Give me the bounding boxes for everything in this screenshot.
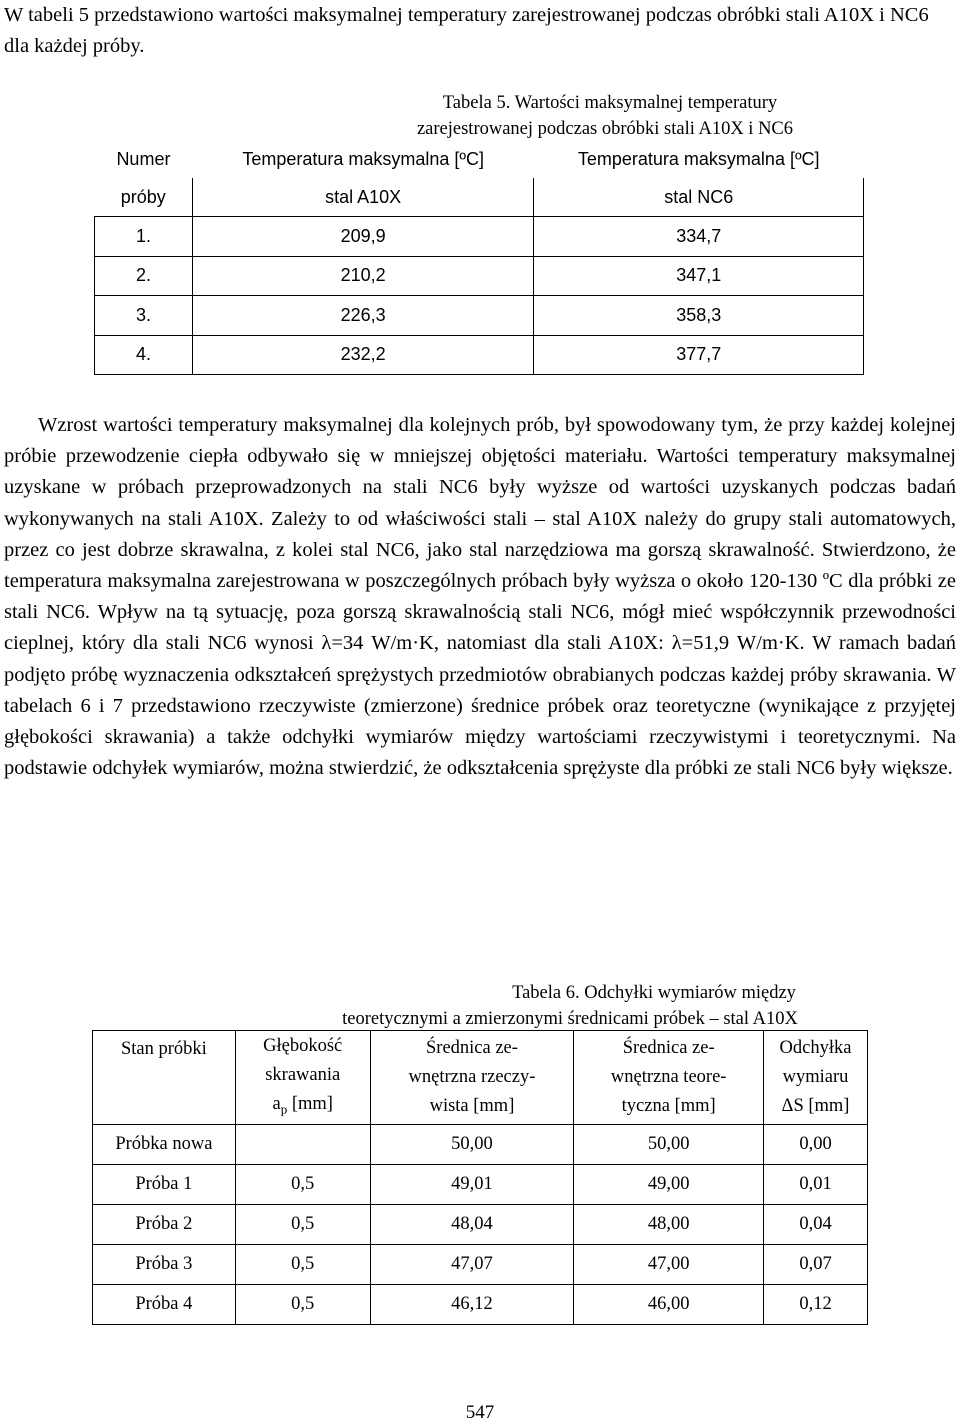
table6-cell-state: Próba 4 bbox=[93, 1285, 236, 1325]
table6-cell-real: 49,01 bbox=[370, 1165, 574, 1205]
table6-cell-real: 47,07 bbox=[370, 1245, 574, 1285]
table5-header-nc6-l2: stal NC6 bbox=[534, 178, 864, 217]
table5-header-row2 bbox=[95, 178, 864, 217]
table6-cell-depth: 0,5 bbox=[235, 1205, 370, 1245]
table6-caption-line1: Tabela 6. Odchyłki wymiarów między bbox=[512, 983, 796, 1003]
table6-header-depth-sub: p bbox=[280, 1101, 288, 1117]
body-text bbox=[4, 410, 956, 784]
table6-cell-state: Próba 3 bbox=[93, 1245, 236, 1285]
table6-cell-theor: 46,00 bbox=[574, 1285, 764, 1325]
table6-cell-state: Próba 2 bbox=[93, 1205, 236, 1245]
table6-cell-theor: 50,00 bbox=[574, 1125, 764, 1165]
table6-cell-depth: 0,5 bbox=[235, 1165, 370, 1205]
table5-header-num: Numer bbox=[116, 148, 171, 169]
table6-cell-real: 50,00 bbox=[370, 1125, 574, 1165]
intro-paragraph: W tabeli 5 przedstawiono wartości maksymalnej temperatury zarejestrowanej podczas obróbki stali A10X i NC6 dla każdej próby. bbox=[4, 4, 929, 57]
table6-header-theor-l3: tyczna [mm] bbox=[621, 1096, 716, 1116]
table5-cell-nc6: 377,7 bbox=[534, 335, 864, 375]
table-row bbox=[93, 1125, 868, 1165]
table-row bbox=[93, 1165, 868, 1205]
table-row bbox=[95, 217, 864, 257]
table6-header-theor bbox=[574, 1031, 764, 1125]
table6-header-row bbox=[93, 1031, 868, 1125]
table6-header-real-l2: wnętrzna rzeczy- bbox=[408, 1067, 536, 1087]
table6-cell-depth: 0,5 bbox=[235, 1245, 370, 1285]
table6-cell-real: 48,04 bbox=[370, 1205, 574, 1245]
table5-cell-num: 3. bbox=[95, 296, 193, 336]
table5-cell-a10x: 209,9 bbox=[192, 217, 534, 257]
table6 bbox=[92, 1030, 868, 1325]
table6-caption-line2: teoretycznymi a zmierzonymi średnicami próbek – stal A10X bbox=[342, 1009, 798, 1029]
table6-cell-theor: 47,00 bbox=[574, 1245, 764, 1285]
table6-header-theor-l1: Średnica ze- bbox=[622, 1038, 715, 1058]
table6-cell-dev: 0,01 bbox=[764, 1165, 868, 1205]
table6-header-theor-l2: wnętrzna teore- bbox=[610, 1067, 727, 1087]
table6-header-dev bbox=[764, 1031, 868, 1125]
table6-cell-state: Próba 1 bbox=[93, 1165, 236, 1205]
table5-cell-num: 1. bbox=[95, 217, 193, 257]
table5-cell-nc6: 334,7 bbox=[534, 217, 864, 257]
table6-header-real-l1: Średnica ze- bbox=[426, 1038, 518, 1058]
table-row bbox=[95, 296, 864, 336]
table-row bbox=[95, 256, 864, 296]
table5-cell-num: 2. bbox=[95, 256, 193, 296]
table6-header-real-l3: wista [mm] bbox=[429, 1096, 515, 1116]
table5-caption-line2: zarejestrowanej podczas obróbki stali A10X i NC6 bbox=[416, 119, 794, 139]
table5-cell-nc6: 347,1 bbox=[534, 256, 864, 296]
table6-header-depth bbox=[235, 1031, 370, 1125]
table-row bbox=[93, 1285, 868, 1325]
table6-header-dev-l3: ΔS [mm] bbox=[781, 1096, 850, 1116]
table6-header-state: Stan próbki bbox=[93, 1031, 236, 1125]
table6-header-depth-l3b: [mm] bbox=[287, 1093, 333, 1114]
table6-cell-real: 46,12 bbox=[370, 1285, 574, 1325]
table-row bbox=[93, 1245, 868, 1285]
table5-header-a10x-l2: stal A10X bbox=[192, 178, 534, 217]
table5-header-nc6: Temperatura maksymalna [ºC] bbox=[577, 148, 820, 169]
table5-header-row1 bbox=[95, 140, 864, 178]
table6-cell-dev: 0,07 bbox=[764, 1245, 868, 1285]
table6-header-dev-l2: wymiaru bbox=[782, 1067, 849, 1087]
table5-cell-a10x: 210,2 bbox=[192, 256, 534, 296]
table5-header-num-l2: próby bbox=[95, 178, 193, 217]
table-row bbox=[93, 1205, 868, 1245]
table5 bbox=[94, 140, 864, 375]
table5-cell-num: 4. bbox=[95, 335, 193, 375]
table6-header-real bbox=[370, 1031, 574, 1125]
table6-header-depth-l2: skrawania bbox=[265, 1064, 341, 1085]
table6-cell-dev: 0,00 bbox=[764, 1125, 868, 1165]
table6-header-depth-l3a: a bbox=[272, 1093, 281, 1114]
table6-cell-depth: 0,5 bbox=[235, 1285, 370, 1325]
table6-cell-depth bbox=[235, 1125, 370, 1165]
table6-header-dev-l1: Odchyłka bbox=[779, 1038, 852, 1058]
table6-header-depth-l1: Głębokość bbox=[263, 1035, 343, 1056]
table-row bbox=[95, 335, 864, 375]
table6-cell-theor: 49,00 bbox=[574, 1165, 764, 1205]
table5-cell-a10x: 226,3 bbox=[192, 296, 534, 336]
table6-cell-state: Próbka nowa bbox=[93, 1125, 236, 1165]
table5-header-a10x: Temperatura maksymalna [ºC] bbox=[242, 148, 484, 169]
table5-cell-a10x: 232,2 bbox=[192, 335, 534, 375]
table6-cell-theor: 48,00 bbox=[574, 1205, 764, 1245]
table6-cell-dev: 0,04 bbox=[764, 1205, 868, 1245]
table6-cell-dev: 0,12 bbox=[764, 1285, 868, 1325]
table5-cell-nc6: 358,3 bbox=[534, 296, 864, 336]
table5-caption-line1: Tabela 5. Wartości maksymalnej temperatury bbox=[442, 93, 778, 113]
page-number: 547 bbox=[465, 1402, 495, 1423]
body-paragraph: Wzrost wartości temperatury maksymalnej dla kolejnych prób, był spowodowany tym, że przy każdej kolejnej próbie przewodzenie ciepła odbywało się w mniejszej objętości materiału. Wartości temperatury maksymalnej uzyskane w próbach przeprowadzonych na stali NC6 były wyższe od wartości uzyskanych podczas badań wykonywanych na stali A10X. Zależy to od właściwości stali – stal A10X należy do grupy stali automatowych, przez co jest dobrze skrawalna, z kolei stal NC6, jako stal narzędziowa ma gorszą skrawalność. Stwierdzono, że temperatura maksymalna zarejestrowana w poszczególnych próbach były wyższa o około 120-130 ºC dla próbki ze stali NC6. Wpływ na tą sytuację, poza gorszą skrawalnością stali NC6, mógł mieć współczynnik przewodności cieplnej, który dla stali NC6 wynosi λ=34 W/m·K, natomiast dla stali A10X: λ=51,9 W/m·K. W ramach badań podjęto próbę wyznaczenia odkształceń sprężystych przedmiotów obrabianych podczas każdej próby skrawania. W tabelach 6 i 7 przedstawiono rzeczywiste (zmierzone) średnice próbek oraz teoretyczne (wynikające z przyjętej głębokości skrawania) a także odchyłki wymiarów między wartościami rzeczywistymi i teoretycznymi. Na podstawie odchyłek wymiarów, można stwierdzić, że odkształcenia sprężyste dla próbki ze stali NC6 były większe. bbox=[4, 414, 956, 780]
